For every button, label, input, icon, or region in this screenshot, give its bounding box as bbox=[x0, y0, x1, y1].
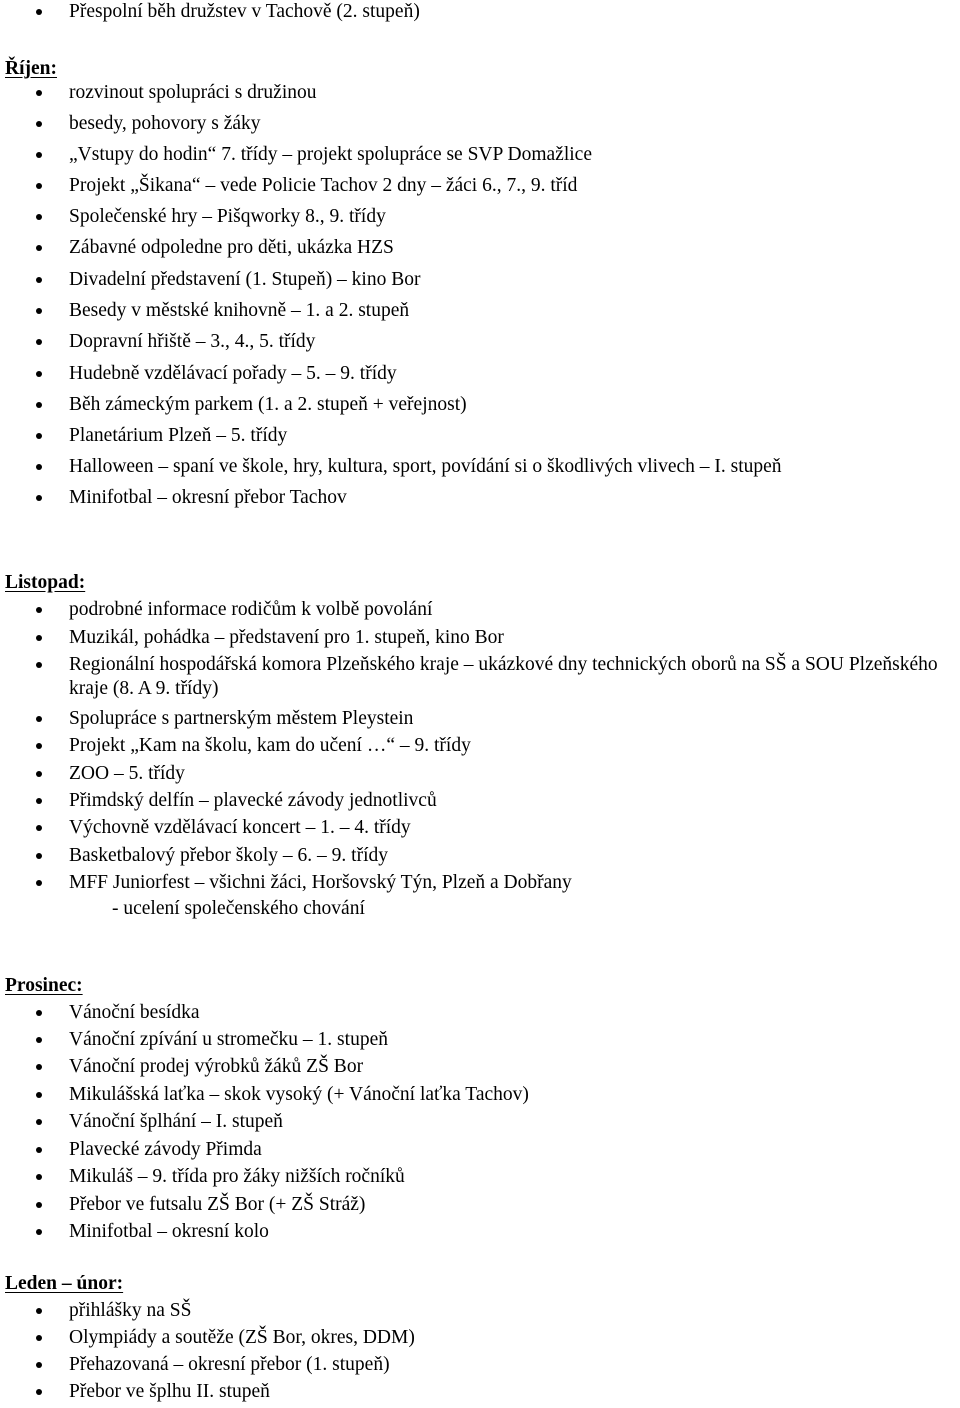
list-item: Spolupráce s partnerským městem Pleystein bbox=[69, 707, 959, 731]
list-item: Přimdský delfín – plavecké závody jednotlivců bbox=[69, 789, 959, 813]
list-item: Minifotbal – okresní kolo bbox=[69, 1220, 959, 1244]
list-item: Vánoční šplhání – I. stupeň bbox=[69, 1110, 959, 1134]
list-item: Olympiády a soutěže (ZŠ Bor, okres, DDM) bbox=[69, 1326, 959, 1350]
list-item: besedy, pohovory s žáky bbox=[69, 112, 959, 136]
bullet-icon bbox=[36, 1064, 42, 1070]
section-heading-leden-unor: Leden – únor: bbox=[5, 1273, 124, 1294]
list-item: Vánoční prodej výrobků žáků ZŠ Bor bbox=[69, 1055, 959, 1079]
list-item: Přebor ve šplhu II. stupeň bbox=[69, 1380, 959, 1404]
list-item: ZOO – 5. třídy bbox=[69, 762, 959, 786]
list-item: Přehazovaná – okresní přebor (1. stupeň) bbox=[69, 1353, 959, 1377]
bullet-icon bbox=[36, 1010, 42, 1016]
bullet-icon bbox=[36, 1362, 42, 1368]
list-item: MFF Juniorfest – všichni žáci, Horšovský Týn, Plzeň a Dobřany bbox=[69, 871, 959, 895]
bullet-icon bbox=[36, 1147, 42, 1153]
bullet-icon bbox=[36, 1229, 42, 1235]
bullet-icon bbox=[36, 9, 42, 15]
list-item: přihlášky na SŠ bbox=[69, 1299, 959, 1323]
list-item: podrobné informace rodičům k volbě povolání bbox=[69, 598, 959, 622]
list-item: Projekt „Kam na školu, kam do učení …“ – 9. třídy bbox=[69, 734, 959, 758]
list-item: Planetárium Plzeň – 5. třídy bbox=[69, 424, 959, 448]
list-item: „Vstupy do hodin“ 7. třídy – projekt spolupráce se SVP Domažlice bbox=[69, 143, 959, 167]
bullet-icon bbox=[36, 1174, 42, 1180]
list-item: Vánoční besídka bbox=[69, 1001, 959, 1025]
list-item: Besedy v městské knihovně – 1. a 2. stupeň bbox=[69, 299, 959, 323]
bullet-icon bbox=[36, 798, 42, 804]
list-item: Běh zámeckým parkem (1. a 2. stupeň + veřejnost) bbox=[69, 393, 959, 417]
bullet-icon bbox=[36, 825, 42, 831]
bullet-icon bbox=[36, 880, 42, 886]
list-item: Halloween – spaní ve škole, hry, kultura, sport, povídání si o škodlivých vlivech – I. stupeň bbox=[69, 455, 959, 479]
bullet-icon bbox=[36, 635, 42, 641]
list-item: Přespolní běh družstev v Tachově (2. stupeň) bbox=[69, 0, 959, 24]
bullet-icon bbox=[36, 495, 42, 501]
list-item: Divadelní představení (1. Stupeň) – kino Bor bbox=[69, 268, 959, 292]
list-item: rozvinout spolupráci s družinou bbox=[69, 81, 959, 105]
list-item: Muzikál, pohádka – představení pro 1. stupeň, kino Bor bbox=[69, 626, 959, 650]
list-item: Společenské hry – Pišqworky 8., 9. třídy bbox=[69, 205, 959, 229]
bullet-icon bbox=[36, 662, 42, 668]
bullet-icon bbox=[36, 245, 42, 251]
bullet-icon bbox=[36, 1092, 42, 1098]
bullet-icon bbox=[36, 90, 42, 96]
bullet-icon bbox=[36, 1119, 42, 1125]
bullet-icon bbox=[36, 277, 42, 283]
list-item: Vánoční zpívání u stromečku – 1. stupeň bbox=[69, 1028, 959, 1052]
list-item: Výchovně vzdělávací koncert – 1. – 4. třídy bbox=[69, 816, 959, 840]
bullet-icon bbox=[36, 1037, 42, 1043]
bullet-icon bbox=[36, 1202, 42, 1208]
list-item: Plavecké závody Přimda bbox=[69, 1138, 959, 1162]
list-item: Zábavné odpoledne pro děti, ukázka HZS bbox=[69, 236, 959, 260]
bullet-icon bbox=[36, 1335, 42, 1341]
bullet-icon bbox=[36, 1389, 42, 1395]
bullet-icon bbox=[36, 607, 42, 613]
list-item: Přebor ve futsalu ZŠ Bor (+ ZŠ Stráž) bbox=[69, 1193, 959, 1217]
bullet-icon bbox=[36, 121, 42, 127]
section-heading-listopad: Listopad: bbox=[5, 572, 86, 593]
bullet-icon bbox=[36, 716, 42, 722]
list-item: Basketbalový přebor školy – 6. – 9. třídy bbox=[69, 844, 959, 868]
list-item: Dopravní hřiště – 3., 4., 5. třídy bbox=[69, 330, 959, 354]
bullet-icon bbox=[36, 743, 42, 749]
list-item: Projekt „Šikana“ – vede Policie Tachov 2 dny – žáci 6., 7., 9. tříd bbox=[69, 174, 959, 198]
bullet-icon bbox=[36, 433, 42, 439]
section-heading-prosinec: Prosinec: bbox=[5, 975, 83, 996]
bullet-icon bbox=[36, 371, 42, 377]
bullet-icon bbox=[36, 339, 42, 345]
section-heading-rijen: Říjen: bbox=[5, 58, 57, 79]
list-item: Minifotbal – okresní přebor Tachov bbox=[69, 486, 959, 510]
bullet-icon bbox=[36, 308, 42, 314]
bullet-icon bbox=[36, 464, 42, 470]
list-item: Mikuláš – 9. třída pro žáky nižších ročníků bbox=[69, 1165, 959, 1189]
bullet-icon bbox=[36, 214, 42, 220]
bullet-icon bbox=[36, 853, 42, 859]
bullet-icon bbox=[36, 183, 42, 189]
bullet-icon bbox=[36, 152, 42, 158]
bullet-icon bbox=[36, 402, 42, 408]
bullet-icon bbox=[36, 771, 42, 777]
bullet-icon bbox=[36, 1308, 42, 1314]
list-item: Regionální hospodářská komora Plzeňského kraje – ukázkové dny technických oborů na SŠ a SOU Plzeňského kraje (8. A 9. třídy) bbox=[69, 653, 959, 701]
list-item: Mikulášská laťka – skok vysoký (+ Vánoční laťka Tachov) bbox=[69, 1083, 959, 1107]
sub-item: - ucelení společenského chování bbox=[112, 898, 365, 919]
list-item: Hudebně vzdělávací pořady – 5. – 9. třídy bbox=[69, 362, 959, 386]
